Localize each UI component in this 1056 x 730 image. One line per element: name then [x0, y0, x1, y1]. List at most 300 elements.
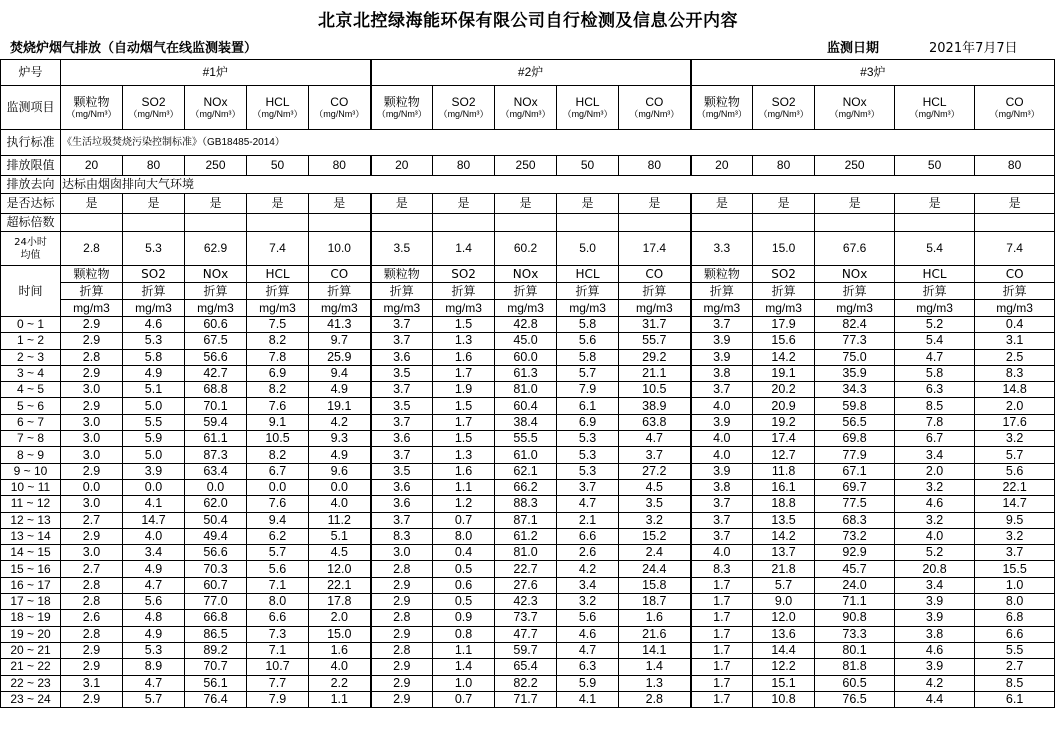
compliance-value: 是 [61, 194, 123, 214]
hourly-value: 0.7 [433, 691, 495, 707]
avg24-value: 67.6 [815, 232, 895, 266]
hourly-value: 5.3 [557, 431, 619, 447]
hourly-value: 90.8 [815, 610, 895, 626]
hourly-value: 2.9 [61, 691, 123, 707]
compliance-value: 是 [557, 194, 619, 214]
exceed-value [185, 214, 247, 232]
pollutant-unit: （mg/Nm³） [989, 108, 1040, 119]
compliance-value: 是 [975, 194, 1055, 214]
hourly-value: 3.7 [371, 447, 433, 463]
hourly-value: 61.0 [495, 447, 557, 463]
hourly-value: 2.8 [371, 561, 433, 577]
hourly-value: 88.3 [495, 496, 557, 512]
unit-label: mg/m3 [975, 300, 1055, 317]
emission-table [0, 59, 1055, 708]
hourly-value: 73.3 [815, 626, 895, 642]
hourly-value: 13.5 [753, 512, 815, 528]
hourly-value: 5.0 [123, 398, 185, 414]
unit-label: mg/m3 [123, 300, 185, 317]
hourly-value: 6.1 [975, 691, 1055, 707]
hourly-value: 14.8 [975, 382, 1055, 398]
furnace-header: #1炉 [61, 60, 371, 86]
hourly-value: 3.0 [61, 496, 123, 512]
hourly-value: 3.4 [123, 545, 185, 561]
hourly-value: 6.6 [557, 528, 619, 544]
time-pollutant-header: SO2 [123, 266, 185, 283]
hourly-value: 86.5 [185, 626, 247, 642]
hourly-value: 3.7 [691, 528, 753, 544]
hourly-value: 7.3 [247, 626, 309, 642]
converted-label: 折算 [975, 283, 1055, 300]
hourly-value: 7.1 [247, 642, 309, 658]
hourly-value: 56.1 [185, 675, 247, 691]
time-pollutant-header: SO2 [753, 266, 815, 283]
hourly-value: 2.9 [61, 528, 123, 544]
avg24-value: 3.3 [691, 232, 753, 266]
hourly-value: 3.0 [61, 447, 123, 463]
time-slot: 0 ~ 1 [1, 317, 61, 333]
hourly-value: 1.5 [433, 398, 495, 414]
avg24-label [1, 232, 61, 266]
hourly-value: 68.8 [185, 382, 247, 398]
converted-label: 折算 [895, 283, 975, 300]
hourly-value: 3.9 [691, 414, 753, 430]
hourly-value: 4.2 [557, 561, 619, 577]
hourly-value: 29.2 [619, 349, 691, 365]
hourly-value: 3.7 [975, 545, 1055, 561]
hourly-value: 1.3 [433, 447, 495, 463]
compliance-label: 是否达标 [1, 194, 61, 214]
hourly-value: 89.2 [185, 642, 247, 658]
hourly-value: 0.0 [61, 479, 123, 495]
hourly-value: 4.1 [123, 496, 185, 512]
time-slot: 15 ~ 16 [1, 561, 61, 577]
hourly-value: 3.9 [123, 463, 185, 479]
hourly-value: 6.1 [557, 398, 619, 414]
time-pollutant-header: HCL [247, 266, 309, 283]
hourly-value: 8.5 [975, 675, 1055, 691]
pollutant-unit: （mg/Nm³） [128, 108, 179, 119]
hourly-value: 0.0 [309, 479, 371, 495]
converted-label: 折算 [309, 283, 371, 300]
hourly-value: 4.2 [309, 414, 371, 430]
hourly-value: 3.9 [691, 463, 753, 479]
hourly-value: 45.0 [495, 333, 557, 349]
pollutant-name: SO2 [771, 94, 796, 109]
hourly-value: 10.7 [247, 659, 309, 675]
hourly-value: 2.9 [61, 365, 123, 381]
hourly-value: 3.7 [691, 317, 753, 333]
unit-label: mg/m3 [247, 300, 309, 317]
hourly-value: 2.9 [61, 398, 123, 414]
time-slot: 2 ~ 3 [1, 349, 61, 365]
hourly-value: 1.6 [433, 349, 495, 365]
hourly-value: 2.9 [61, 317, 123, 333]
hourly-value: 5.7 [557, 365, 619, 381]
hourly-value: 1.3 [433, 333, 495, 349]
hourly-value: 61.2 [495, 528, 557, 544]
hourly-value: 14.7 [975, 496, 1055, 512]
hourly-value: 59.4 [185, 414, 247, 430]
hourly-value: 4.6 [557, 626, 619, 642]
hourly-value: 19.1 [753, 365, 815, 381]
limit-value: 250 [815, 156, 895, 176]
hourly-value: 49.4 [185, 528, 247, 544]
hourly-value: 4.7 [123, 577, 185, 593]
pollutant-unit: （mg/Nm³） [438, 108, 489, 119]
hourly-value: 3.5 [371, 365, 433, 381]
hourly-value: 14.1 [619, 642, 691, 658]
hourly-value: 4.6 [895, 642, 975, 658]
time-slot: 10 ~ 11 [1, 479, 61, 495]
hourly-value: 22.1 [975, 479, 1055, 495]
hourly-value: 9.5 [975, 512, 1055, 528]
hourly-value: 5.6 [975, 463, 1055, 479]
pollutant-name: NOx [513, 94, 538, 109]
hourly-value: 3.0 [61, 545, 123, 561]
hourly-value: 9.4 [309, 365, 371, 381]
hourly-value: 5.7 [123, 691, 185, 707]
hourly-value: 8.3 [691, 561, 753, 577]
hourly-value: 3.7 [371, 382, 433, 398]
hourly-value: 60.6 [185, 317, 247, 333]
hourly-value: 2.7 [975, 659, 1055, 675]
hourly-value: 2.9 [371, 691, 433, 707]
hourly-value: 60.4 [495, 398, 557, 414]
time-pollutant-header: CO [975, 266, 1055, 283]
avg24-label-line: 均值 [20, 249, 41, 261]
hourly-value: 16.1 [753, 479, 815, 495]
hourly-value: 3.6 [371, 496, 433, 512]
hourly-value: 5.8 [557, 317, 619, 333]
converted-label: 折算 [557, 283, 619, 300]
hourly-value: 3.7 [691, 512, 753, 528]
limit-value: 20 [691, 156, 753, 176]
converted-label: 折算 [495, 283, 557, 300]
hourly-value: 4.9 [123, 365, 185, 381]
hourly-value: 0.0 [185, 479, 247, 495]
pollutant-header [691, 86, 753, 130]
time-slot: 3 ~ 4 [1, 365, 61, 381]
hourly-value: 4.1 [557, 691, 619, 707]
avg24-value: 7.4 [247, 232, 309, 266]
pollutant-unit: （mg/Nm³） [314, 108, 365, 119]
exceed-value [753, 214, 815, 232]
hourly-value: 5.9 [123, 431, 185, 447]
hourly-value: 14.2 [753, 528, 815, 544]
unit-label: mg/m3 [371, 300, 433, 317]
hourly-value: 5.5 [123, 414, 185, 430]
pollutant-header [753, 86, 815, 130]
exceed-label: 超标倍数 [1, 214, 61, 232]
time-pollutant-header: 颗粒物 [691, 266, 753, 283]
hourly-value: 1.1 [433, 642, 495, 658]
pollutant-unit: （mg/Nm³） [66, 108, 117, 119]
hourly-value: 6.7 [247, 463, 309, 479]
pollutant-header [61, 86, 123, 130]
hourly-value: 62.1 [495, 463, 557, 479]
hourly-value: 6.6 [975, 626, 1055, 642]
pollutant-header [123, 86, 185, 130]
hourly-value: 3.7 [691, 382, 753, 398]
unit-label: mg/m3 [495, 300, 557, 317]
hourly-value: 3.6 [371, 431, 433, 447]
hourly-value: 17.9 [753, 317, 815, 333]
hourly-value: 4.9 [123, 626, 185, 642]
time-slot: 14 ~ 15 [1, 545, 61, 561]
converted-label: 折算 [61, 283, 123, 300]
time-pollutant-header: 颗粒物 [61, 266, 123, 283]
hourly-value: 61.3 [495, 365, 557, 381]
compliance-value: 是 [691, 194, 753, 214]
hourly-value: 3.0 [61, 382, 123, 398]
pollutant-unit: （mg/Nm³） [190, 108, 241, 119]
hourly-value: 4.7 [557, 496, 619, 512]
unit-label: mg/m3 [185, 300, 247, 317]
hourly-value: 42.8 [495, 317, 557, 333]
hourly-value: 4.6 [123, 317, 185, 333]
hourly-value: 2.0 [975, 398, 1055, 414]
hourly-value: 25.9 [309, 349, 371, 365]
hourly-value: 12.0 [309, 561, 371, 577]
hourly-value: 67.5 [185, 333, 247, 349]
hourly-value: 1.7 [691, 642, 753, 658]
hourly-value: 15.0 [309, 626, 371, 642]
pollutant-header [185, 86, 247, 130]
time-slot: 16 ~ 17 [1, 577, 61, 593]
time-pollutant-header: NOx [815, 266, 895, 283]
pollutant-name: NOx [842, 94, 867, 109]
hourly-value: 82.4 [815, 317, 895, 333]
hourly-value: 4.0 [691, 545, 753, 561]
hourly-value: 5.8 [895, 365, 975, 381]
hourly-value: 8.0 [433, 528, 495, 544]
page-title: 北京北控绿海能环保有限公司自行检测及信息公开内容 [318, 11, 738, 31]
hourly-value: 5.5 [975, 642, 1055, 658]
hourly-value: 20.2 [753, 382, 815, 398]
hourly-value: 61.1 [185, 431, 247, 447]
pollutant-unit: （mg/Nm³） [252, 108, 303, 119]
hourly-value: 7.8 [895, 414, 975, 430]
avg24-value: 7.4 [975, 232, 1055, 266]
hourly-value: 4.0 [309, 659, 371, 675]
hourly-value: 2.0 [895, 463, 975, 479]
hourly-value: 8.2 [247, 447, 309, 463]
hourly-value: 77.5 [815, 496, 895, 512]
pollutant-unit: （mg/Nm³） [500, 108, 551, 119]
time-slot: 12 ~ 13 [1, 512, 61, 528]
hourly-value: 2.8 [61, 349, 123, 365]
unit-label: mg/m3 [753, 300, 815, 317]
hourly-value: 4.0 [691, 447, 753, 463]
hourly-value: 7.7 [247, 675, 309, 691]
hourly-value: 1.0 [975, 577, 1055, 593]
hourly-value: 42.7 [185, 365, 247, 381]
furnace-label: 炉号 [1, 60, 61, 86]
pollutant-name: HCL [265, 94, 290, 109]
time-slot: 5 ~ 6 [1, 398, 61, 414]
hourly-value: 42.3 [495, 594, 557, 610]
hourly-value: 9.7 [309, 333, 371, 349]
hourly-value: 47.7 [495, 626, 557, 642]
pollutant-unit: （mg/Nm³） [909, 108, 960, 119]
hourly-value: 5.7 [975, 447, 1055, 463]
hourly-value: 2.1 [557, 512, 619, 528]
hourly-value: 8.0 [975, 594, 1055, 610]
pollutant-header [619, 86, 691, 130]
hourly-value: 17.8 [309, 594, 371, 610]
hourly-value: 2.9 [371, 594, 433, 610]
exceed-value [557, 214, 619, 232]
hourly-value: 8.3 [371, 528, 433, 544]
furnace-header: #2炉 [371, 60, 691, 86]
hourly-value: 12.7 [753, 447, 815, 463]
hourly-value: 5.3 [123, 333, 185, 349]
destination-text: 达标由烟囱排向大气环境 [61, 176, 1055, 194]
hourly-value: 9.1 [247, 414, 309, 430]
unit-label: mg/m3 [309, 300, 371, 317]
hourly-value: 5.2 [895, 545, 975, 561]
hourly-value: 0.0 [247, 479, 309, 495]
hourly-value: 8.0 [247, 594, 309, 610]
hourly-value: 3.0 [371, 545, 433, 561]
hourly-value: 8.5 [895, 398, 975, 414]
converted-label: 折算 [433, 283, 495, 300]
hourly-value: 2.9 [371, 675, 433, 691]
hourly-value: 0.0 [123, 479, 185, 495]
hourly-value: 2.8 [61, 577, 123, 593]
hourly-value: 5.2 [895, 317, 975, 333]
converted-label: 折算 [185, 283, 247, 300]
limit-value: 250 [185, 156, 247, 176]
hourly-value: 5.8 [123, 349, 185, 365]
pollutant-name: HCL [575, 94, 600, 109]
hourly-value: 1.7 [433, 414, 495, 430]
hourly-value: 1.7 [691, 659, 753, 675]
hourly-value: 1.4 [619, 659, 691, 675]
hourly-value: 6.8 [975, 610, 1055, 626]
hourly-value: 34.3 [815, 382, 895, 398]
hourly-value: 8.2 [247, 333, 309, 349]
hourly-value: 21.8 [753, 561, 815, 577]
hourly-value: 1.7 [691, 691, 753, 707]
hourly-value: 0.4 [975, 317, 1055, 333]
hourly-value: 92.9 [815, 545, 895, 561]
exceed-value [975, 214, 1055, 232]
compliance-value: 是 [815, 194, 895, 214]
avg24-value: 17.4 [619, 232, 691, 266]
limit-value: 80 [433, 156, 495, 176]
unit-label: mg/m3 [691, 300, 753, 317]
time-slot: 19 ~ 20 [1, 626, 61, 642]
hourly-value: 14.2 [753, 349, 815, 365]
time-pollutant-header: CO [619, 266, 691, 283]
hourly-value: 1.4 [433, 659, 495, 675]
time-pollutant-header: CO [309, 266, 371, 283]
hourly-value: 22.1 [309, 577, 371, 593]
hourly-value: 56.6 [185, 349, 247, 365]
time-slot: 17 ~ 18 [1, 594, 61, 610]
hourly-value: 2.9 [61, 642, 123, 658]
hourly-value: 3.8 [895, 626, 975, 642]
limit-value: 20 [371, 156, 433, 176]
time-slot: 4 ~ 5 [1, 382, 61, 398]
hourly-value: 20.8 [895, 561, 975, 577]
hourly-value: 0.9 [433, 610, 495, 626]
hourly-value: 4.0 [309, 496, 371, 512]
date-label: 监测日期 [827, 41, 880, 56]
pollutant-unit: （mg/Nm³） [629, 108, 680, 119]
time-slot: 18 ~ 19 [1, 610, 61, 626]
hourly-value: 18.7 [619, 594, 691, 610]
exceed-value [433, 214, 495, 232]
hourly-value: 3.1 [61, 675, 123, 691]
pollutant-name: NOx [203, 94, 228, 109]
exceed-value [61, 214, 123, 232]
hourly-value: 1.7 [691, 594, 753, 610]
hourly-value: 4.5 [619, 479, 691, 495]
exceed-value [691, 214, 753, 232]
pollutant-header [895, 86, 975, 130]
compliance-value: 是 [185, 194, 247, 214]
unit-label: mg/m3 [61, 300, 123, 317]
hourly-value: 75.0 [815, 349, 895, 365]
compliance-value: 是 [495, 194, 557, 214]
hourly-value: 55.7 [619, 333, 691, 349]
hourly-value: 5.6 [557, 610, 619, 626]
time-pollutant-header: NOx [495, 266, 557, 283]
hourly-value: 6.7 [895, 431, 975, 447]
limit-value: 80 [619, 156, 691, 176]
hourly-value: 1.1 [433, 479, 495, 495]
compliance-value: 是 [309, 194, 371, 214]
hourly-value: 14.7 [123, 512, 185, 528]
hourly-value: 1.3 [619, 675, 691, 691]
hourly-value: 70.7 [185, 659, 247, 675]
avg24-value: 5.3 [123, 232, 185, 266]
pollutant-name: CO [330, 94, 349, 109]
hourly-value: 5.4 [895, 333, 975, 349]
limit-value: 20 [61, 156, 123, 176]
hourly-value: 70.3 [185, 561, 247, 577]
hourly-value: 77.9 [815, 447, 895, 463]
hourly-value: 5.1 [309, 528, 371, 544]
hourly-value: 63.8 [619, 414, 691, 430]
hourly-value: 77.3 [815, 333, 895, 349]
avg24-value: 2.8 [61, 232, 123, 266]
hourly-value: 2.8 [61, 594, 123, 610]
hourly-value: 50.4 [185, 512, 247, 528]
limit-value: 250 [495, 156, 557, 176]
compliance-value: 是 [753, 194, 815, 214]
hourly-value: 60.5 [815, 675, 895, 691]
hourly-value: 11.8 [753, 463, 815, 479]
hourly-value: 15.1 [753, 675, 815, 691]
hourly-value: 24.0 [815, 577, 895, 593]
hourly-value: 0.8 [433, 626, 495, 642]
hourly-value: 67.1 [815, 463, 895, 479]
converted-label: 折算 [753, 283, 815, 300]
hourly-value: 81.8 [815, 659, 895, 675]
hourly-value: 3.7 [371, 317, 433, 333]
avg24-label-line: 24小时 [14, 236, 47, 248]
unit-label: mg/m3 [433, 300, 495, 317]
hourly-value: 21.6 [619, 626, 691, 642]
hourly-value: 2.9 [61, 333, 123, 349]
hourly-value: 9.0 [753, 594, 815, 610]
hourly-value: 5.6 [557, 333, 619, 349]
limit-label: 排放限值 [1, 156, 61, 176]
